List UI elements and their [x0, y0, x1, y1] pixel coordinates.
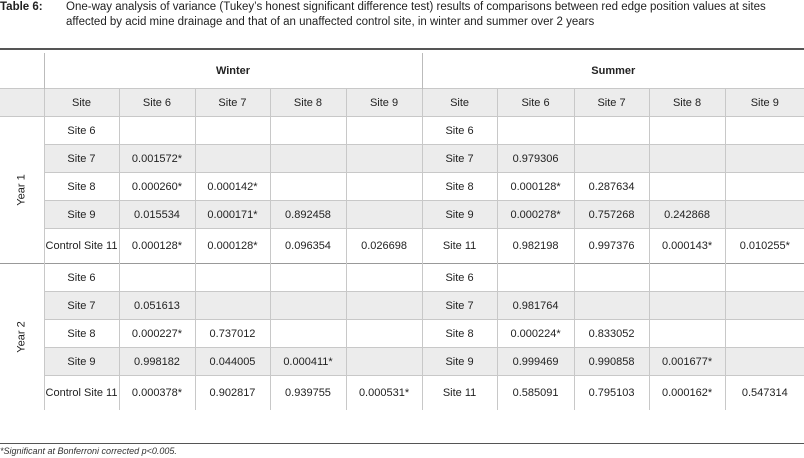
- p-value-cell: [346, 292, 422, 320]
- p-value-cell: 0.000227*: [119, 320, 195, 348]
- p-value-cell: [725, 320, 804, 348]
- header-spacer: [0, 53, 44, 89]
- p-value-cell: [725, 348, 804, 376]
- p-value-cell: [195, 117, 270, 145]
- p-value-cell: [270, 173, 346, 201]
- p-value-cell: 0.000128*: [195, 229, 270, 264]
- row-site-label: Control Site 11: [44, 376, 119, 411]
- p-value-cell: 0.000128*: [497, 173, 574, 201]
- table-caption: [0, 0, 804, 42]
- row-site-label: Site 9: [44, 201, 119, 229]
- p-value-cell: [346, 201, 422, 229]
- p-value-cell: 0.044005: [195, 348, 270, 376]
- p-value-cell: [195, 264, 270, 292]
- summer-column-header: Site: [422, 89, 497, 117]
- p-value-cell: 0.051613: [119, 292, 195, 320]
- p-value-cell: 0.999469: [497, 348, 574, 376]
- footnote: *Significant at Bonferroni corrected p<0.005.: [0, 446, 177, 456]
- p-value-cell: 0.242868: [649, 201, 725, 229]
- row-site-label: Site 9: [422, 348, 497, 376]
- p-value-cell: [725, 201, 804, 229]
- p-value-cell: [725, 264, 804, 292]
- p-value-cell: 0.000224*: [497, 320, 574, 348]
- table-row: [0, 348, 804, 376]
- year-label: Year 1: [15, 174, 28, 206]
- p-value-cell: [270, 117, 346, 145]
- row-site-label: Site 8: [422, 320, 497, 348]
- row-site-label: Site 6: [422, 264, 497, 292]
- p-value-cell: 0.001677*: [649, 348, 725, 376]
- table-row: [0, 145, 804, 173]
- row-site-label: Site 7: [422, 145, 497, 173]
- winter-column-header: Site 8: [270, 89, 346, 117]
- p-value-cell: 0.737012: [195, 320, 270, 348]
- year-label-cell: [0, 264, 44, 411]
- summer-column-header: Site 9: [725, 89, 804, 117]
- summer-column-header: Site 7: [574, 89, 649, 117]
- p-value-cell: 0.010255*: [725, 229, 804, 264]
- p-value-cell: [725, 292, 804, 320]
- p-value-cell: 0.547314: [725, 376, 804, 411]
- table-row: [0, 201, 804, 229]
- p-value-cell: 0.026698: [346, 229, 422, 264]
- row-site-label: Site 7: [44, 145, 119, 173]
- table-row: [0, 117, 804, 145]
- row-site-label: Site 9: [44, 348, 119, 376]
- p-value-cell: [574, 292, 649, 320]
- p-value-cell: [195, 145, 270, 173]
- summer-column-header: Site 8: [649, 89, 725, 117]
- p-value-cell: 0.000162*: [649, 376, 725, 411]
- winter-column-header: Site 9: [346, 89, 422, 117]
- row-site-label: Site 11: [422, 376, 497, 411]
- p-value-cell: 0.981764: [497, 292, 574, 320]
- year-label-cell: [0, 117, 44, 264]
- bottom-rule: [0, 443, 804, 444]
- p-value-cell: 0.000411*: [270, 348, 346, 376]
- winter-column-header: Site 7: [195, 89, 270, 117]
- row-site-label: Site 7: [422, 292, 497, 320]
- p-value-cell: [574, 145, 649, 173]
- row-site-label: Site 9: [422, 201, 497, 229]
- p-value-cell: [649, 173, 725, 201]
- p-value-cell: 0.000128*: [119, 229, 195, 264]
- p-value-cell: [649, 292, 725, 320]
- season-header-row: [0, 53, 804, 89]
- p-value-cell: 0.795103: [574, 376, 649, 411]
- p-value-cell: 0.000171*: [195, 201, 270, 229]
- p-value-cell: [725, 173, 804, 201]
- p-value-cell: [574, 117, 649, 145]
- winter-column-header: Site: [44, 89, 119, 117]
- p-value-cell: [497, 264, 574, 292]
- p-value-cell: 0.000260*: [119, 173, 195, 201]
- row-site-label: Control Site 11: [44, 229, 119, 264]
- p-value-cell: [346, 145, 422, 173]
- anova-results-table: [0, 53, 804, 410]
- year-label: Year 2: [15, 321, 28, 353]
- p-value-cell: 0.015534: [119, 201, 195, 229]
- row-site-label: Site 7: [44, 292, 119, 320]
- row-site-label: Site 8: [44, 320, 119, 348]
- p-value-cell: [649, 320, 725, 348]
- p-value-cell: [649, 264, 725, 292]
- p-value-cell: [119, 117, 195, 145]
- p-value-cell: [270, 320, 346, 348]
- p-value-cell: 0.585091: [497, 376, 574, 411]
- table-row: [0, 320, 804, 348]
- p-value-cell: [270, 264, 346, 292]
- p-value-cell: 0.892458: [270, 201, 346, 229]
- p-value-cell: [725, 117, 804, 145]
- p-value-cell: [346, 348, 422, 376]
- row-site-label: Site 11: [422, 229, 497, 264]
- p-value-cell: 0.833052: [574, 320, 649, 348]
- p-value-cell: 0.000531*: [346, 376, 422, 411]
- row-site-label: Site 6: [422, 117, 497, 145]
- p-value-cell: [119, 264, 195, 292]
- p-value-cell: [649, 117, 725, 145]
- p-value-cell: 0.902817: [195, 376, 270, 411]
- p-value-cell: [346, 264, 422, 292]
- p-value-cell: 0.979306: [497, 145, 574, 173]
- p-value-cell: 0.000378*: [119, 376, 195, 411]
- p-value-cell: [195, 292, 270, 320]
- summer-header: Summer: [422, 53, 804, 89]
- p-value-cell: 0.001572*: [119, 145, 195, 173]
- p-value-cell: 0.000143*: [649, 229, 725, 264]
- p-value-cell: [270, 292, 346, 320]
- table-row: [0, 376, 804, 411]
- top-rule: [0, 48, 804, 50]
- row-site-label: Site 8: [422, 173, 497, 201]
- p-value-cell: 0.990858: [574, 348, 649, 376]
- p-value-cell: 0.096354: [270, 229, 346, 264]
- table-row: [0, 292, 804, 320]
- p-value-cell: [346, 117, 422, 145]
- row-site-label: Site 8: [44, 173, 119, 201]
- table-row: [0, 229, 804, 264]
- table-label: Table 6:: [0, 1, 43, 13]
- column-header-row: [0, 89, 804, 117]
- p-value-cell: 0.000142*: [195, 173, 270, 201]
- row-site-label: Site 6: [44, 264, 119, 292]
- p-value-cell: [270, 145, 346, 173]
- p-value-cell: 0.998182: [119, 348, 195, 376]
- p-value-cell: 0.982198: [497, 229, 574, 264]
- winter-column-header: Site 6: [119, 89, 195, 117]
- p-value-cell: 0.997376: [574, 229, 649, 264]
- summer-column-header: Site 6: [497, 89, 574, 117]
- winter-header: Winter: [44, 53, 422, 89]
- p-value-cell: [649, 145, 725, 173]
- year-header-spacer: [0, 89, 44, 117]
- p-value-cell: 0.757268: [574, 201, 649, 229]
- p-value-cell: [725, 145, 804, 173]
- table-row: [0, 173, 804, 201]
- p-value-cell: 0.287634: [574, 173, 649, 201]
- p-value-cell: [497, 117, 574, 145]
- row-site-label: Site 6: [44, 117, 119, 145]
- p-value-cell: 0.000278*: [497, 201, 574, 229]
- table-caption-text: One-way analysis of variance (Tukey’s honest significant difference test) results of comparisons between red edge position values at sites affected by acid mine drainage and that of an unaffected control site, in winter and summer over 2 years: [66, 1, 766, 28]
- p-value-cell: [346, 173, 422, 201]
- p-value-cell: [346, 320, 422, 348]
- p-value-cell: [574, 264, 649, 292]
- table-row: [0, 264, 804, 292]
- p-value-cell: 0.939755: [270, 376, 346, 411]
